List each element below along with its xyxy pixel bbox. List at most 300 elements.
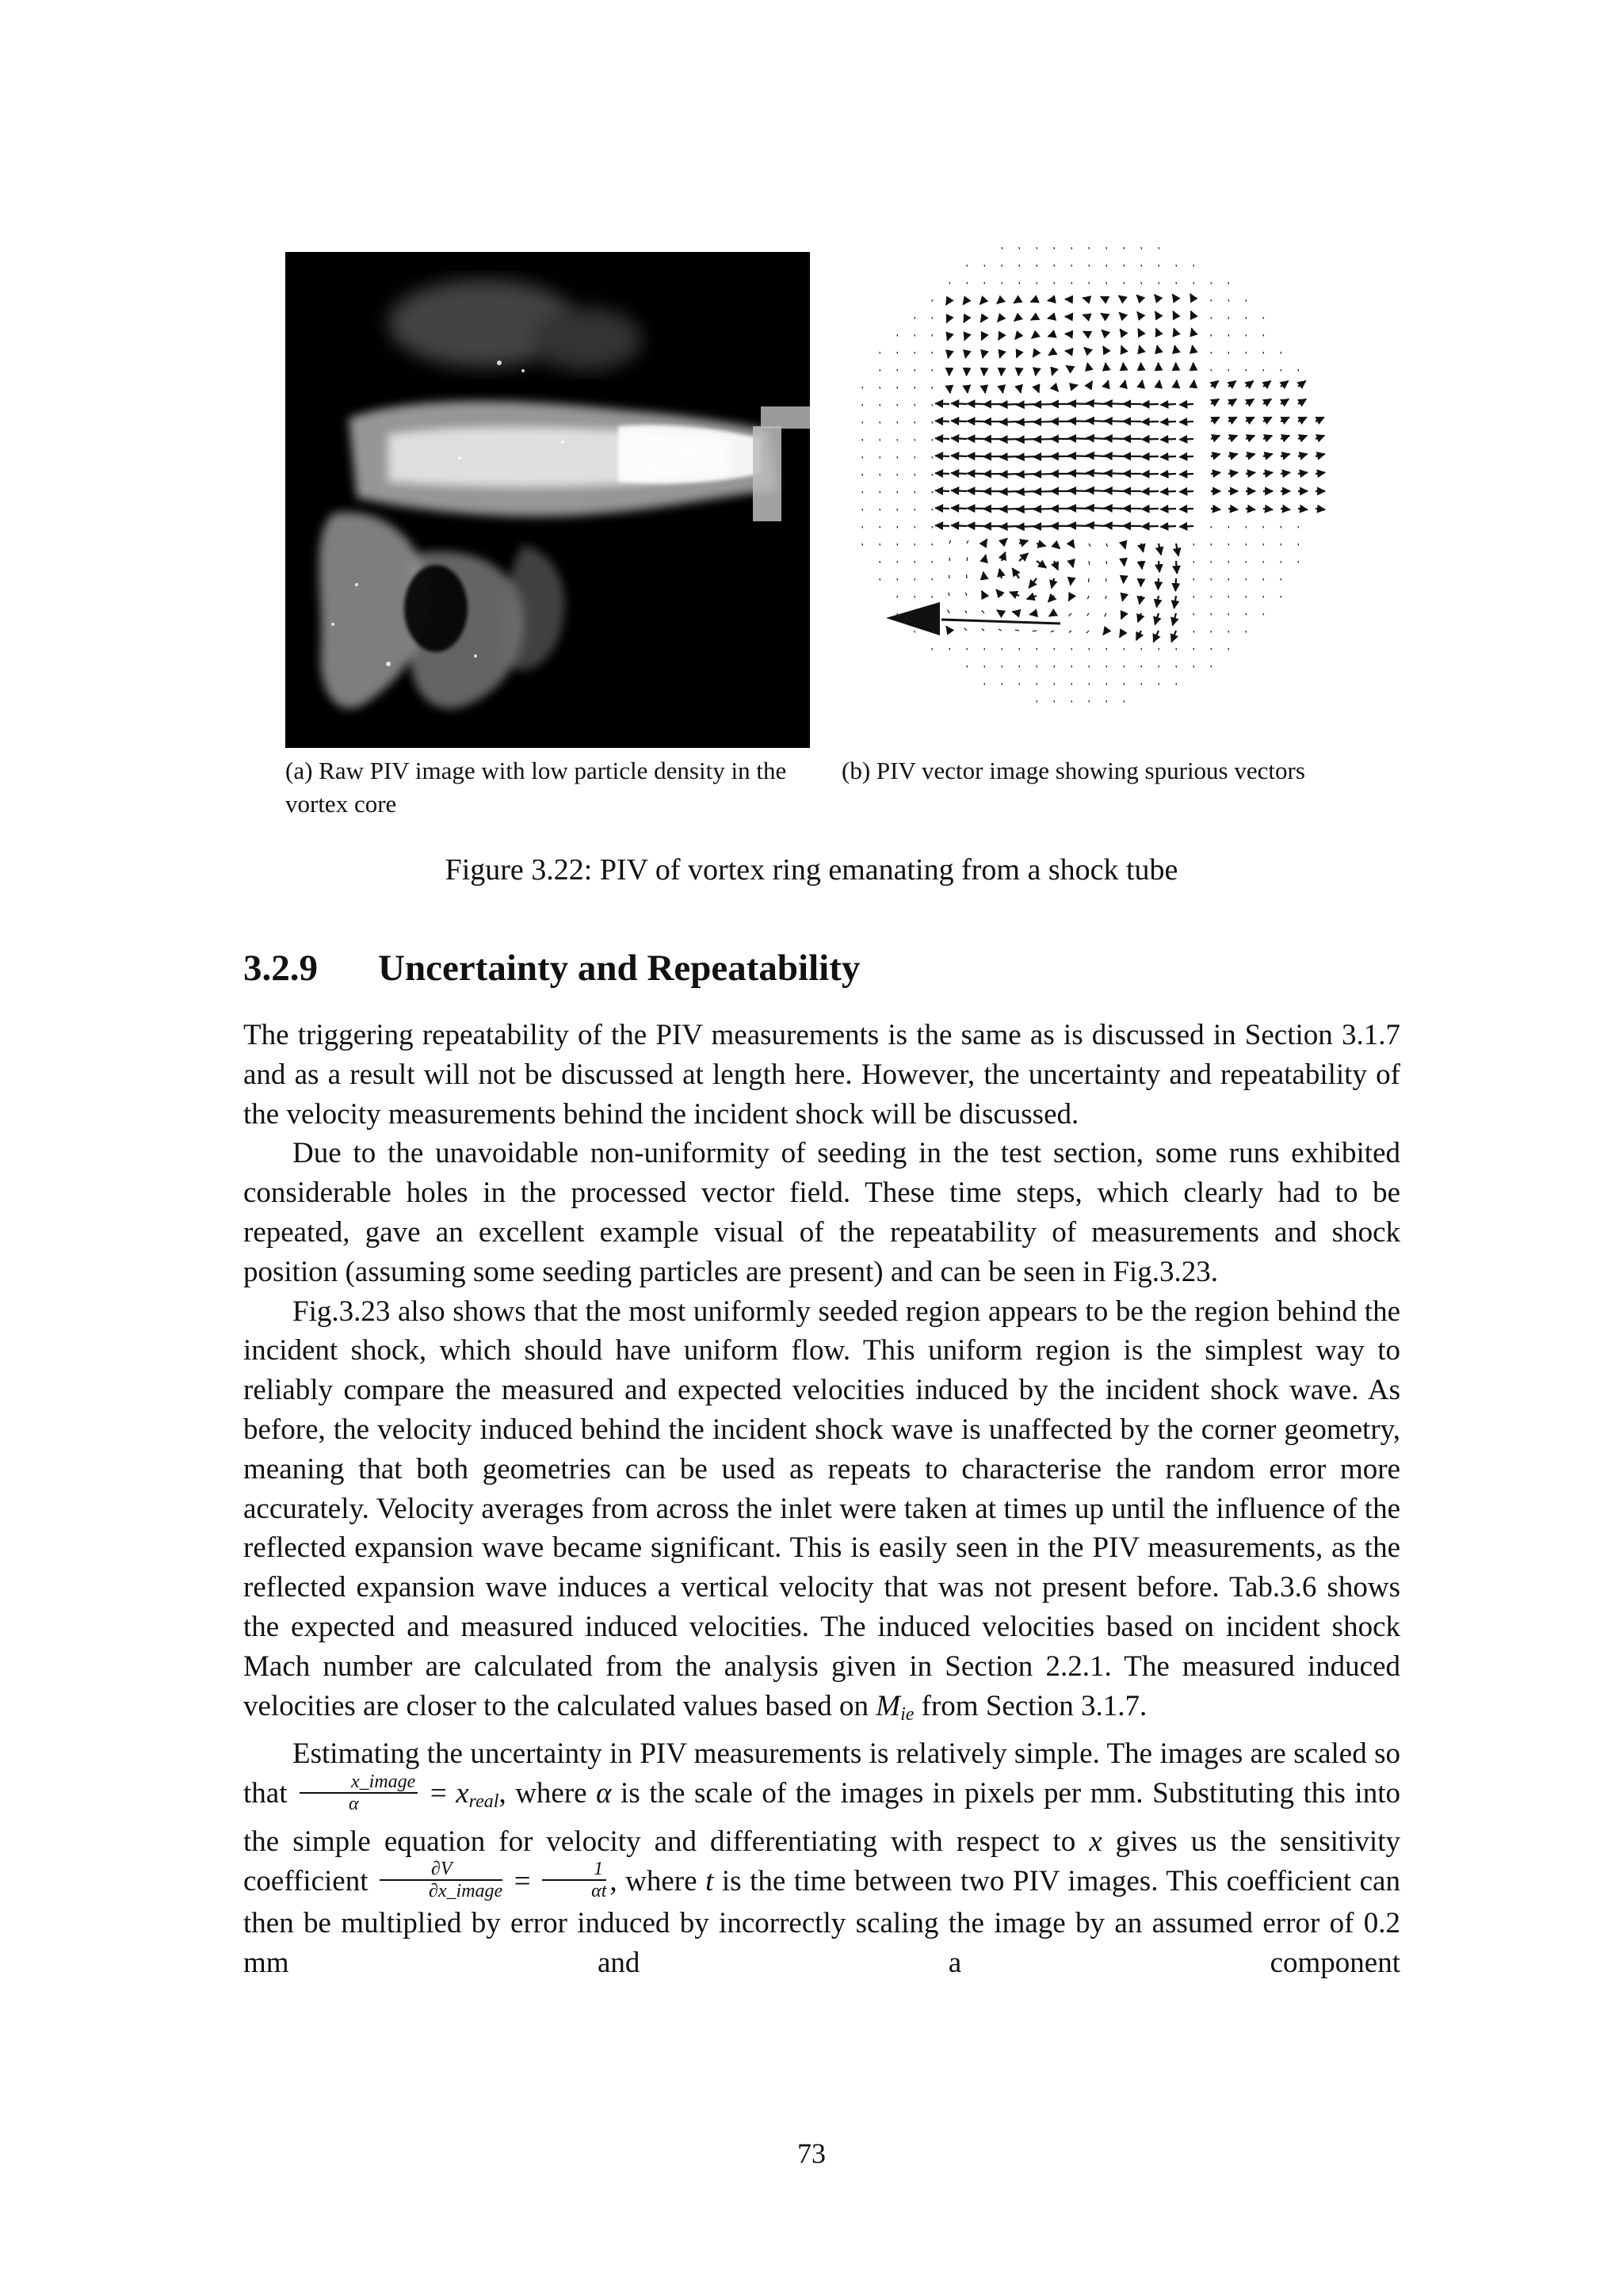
vector-arrow — [968, 491, 985, 492]
vector-arrow — [862, 439, 863, 441]
vector-arrow — [1019, 648, 1020, 650]
fraction-3-denominator: αt — [591, 1881, 607, 1902]
vector-arrow — [897, 456, 898, 459]
vector-arrow — [949, 282, 950, 284]
vector-arrow — [967, 265, 968, 267]
vector-arrow — [1193, 265, 1194, 267]
vector-arrow — [1089, 648, 1090, 650]
vector-arrow — [1211, 648, 1212, 650]
vector-arrow — [967, 666, 968, 668]
raw-piv-image-graphic — [285, 252, 810, 748]
vector-arrow — [1122, 596, 1124, 601]
vector-arrow — [932, 526, 933, 528]
vector-arrow — [1176, 683, 1177, 685]
fraction-3-numerator: 1 — [542, 1859, 606, 1881]
equals-1: = — [421, 1777, 456, 1810]
vector-arrow — [1211, 578, 1212, 581]
vector-arrow — [1246, 352, 1247, 354]
vector-arrow — [1175, 578, 1176, 591]
vector-arrow — [1002, 387, 1003, 393]
vector-arrow — [1054, 282, 1055, 284]
vector-arrow — [1176, 666, 1177, 668]
fraction-x-image-over-alpha — [300, 1772, 418, 1814]
vector-arrow — [1141, 247, 1142, 250]
vector-arrow — [1263, 369, 1264, 372]
vector-arrow — [1211, 352, 1212, 354]
vector-arrow — [949, 558, 950, 561]
vector-arrow — [932, 561, 933, 563]
vector-arrow — [1019, 282, 1020, 284]
vector-arrow — [968, 474, 985, 475]
vector-arrow — [1211, 526, 1212, 528]
vector-arrow — [949, 352, 950, 358]
vector-arrow — [984, 265, 985, 267]
vector-arrow — [1263, 526, 1264, 528]
symbol-mach-subscript: ie — [900, 1703, 915, 1725]
vector-arrow — [1106, 648, 1107, 650]
vector-arrow — [1228, 648, 1229, 650]
vector-arrow — [897, 526, 898, 528]
vector-arrow — [1071, 666, 1072, 668]
vector-arrow — [862, 543, 863, 546]
vector-arrow — [983, 572, 984, 578]
vector-arrow — [1071, 247, 1072, 250]
vector-arrow — [862, 509, 863, 511]
vector-arrow — [932, 404, 933, 406]
paragraph-4-text-b: , where — [498, 1777, 597, 1810]
vector-arrow — [1161, 491, 1177, 492]
vector-arrow — [1263, 317, 1264, 319]
vector-arrow — [968, 439, 985, 440]
vector-arrow — [1179, 526, 1193, 527]
vector-arrow — [935, 438, 949, 439]
vector-arrow — [1106, 666, 1107, 668]
vector-arrow — [967, 387, 968, 393]
vector-arrow — [862, 491, 863, 494]
paragraph-4-text-a: Estimating the uncertainty in PIV measurements is relatively simple. The images are scaled so that — [243, 1737, 1400, 1810]
vector-arrow — [1036, 369, 1037, 376]
vector-arrow — [1228, 369, 1229, 372]
symbol-x-subscript: real — [468, 1791, 499, 1813]
vector-arrow — [1246, 334, 1247, 337]
vector-arrow — [967, 648, 968, 650]
vector-arrow — [1211, 317, 1212, 319]
paragraph-4-text-d: gives us the sensitivity coefficient — [243, 1825, 1400, 1897]
vector-arrow — [1298, 543, 1299, 546]
vector-arrow — [1263, 561, 1264, 563]
paragraph-1: The triggering repeatability of the PIV measurements is the same as is discussed in Section 3.1.7 and as a result will not be discussed at length here. However, the uncertainty and repeatability of the velocity measurements behind the incident shock will be discussed. — [243, 1019, 1400, 1131]
vector-arrow — [1086, 403, 1106, 404]
vector-arrow — [1298, 561, 1299, 563]
vector-arrow — [935, 490, 949, 491]
equals-2: = — [506, 1864, 540, 1897]
vector-arrow — [1054, 683, 1055, 685]
vector-arrow — [1086, 473, 1106, 474]
vector-arrow — [1228, 596, 1229, 598]
vector-arrow — [1246, 631, 1247, 633]
vector-arrow — [862, 387, 863, 389]
vector-arrow — [1211, 613, 1212, 616]
vector-arrow — [1246, 526, 1247, 528]
vector-arrow — [1124, 648, 1125, 650]
vector-arrow — [897, 439, 898, 441]
vector-arrow — [1263, 613, 1264, 616]
vector-arrow — [1176, 648, 1177, 650]
vector-arrow — [951, 438, 967, 439]
vector-arrow — [984, 683, 985, 685]
vector-arrow — [984, 282, 985, 284]
vector-arrow — [1015, 630, 1019, 631]
vector-arrow — [1193, 648, 1194, 650]
vector-arrow — [1179, 474, 1193, 475]
vector-arrow — [1140, 578, 1141, 586]
vector-arrow — [1193, 578, 1194, 581]
paragraph-3-end: from Section 3.1.7. — [914, 1689, 1148, 1722]
subcaption-b: (b) PIV vector image showing spurious vectors — [842, 757, 1305, 784]
vector-arrow — [1174, 345, 1176, 352]
vector-arrow — [1019, 683, 1020, 685]
vector-arrow — [1124, 700, 1125, 703]
vector-arrow — [1019, 247, 1020, 250]
vector-arrow — [1176, 380, 1177, 387]
vector-arrow — [1105, 473, 1124, 474]
vector-arrow — [1106, 282, 1107, 284]
vector-arrow — [1106, 683, 1107, 685]
vector-arrow — [935, 403, 949, 404]
paragraph-4 — [243, 1734, 1400, 1983]
vector-arrow — [1000, 526, 1019, 527]
vector-arrow — [1054, 666, 1055, 668]
vector-arrow — [932, 352, 933, 354]
vector-arrow — [1179, 439, 1193, 440]
vector-arrow — [1161, 439, 1177, 440]
paragraph-2: Due to the unavoidable non-uniformity of seeding in the test section, some runs exhibited considerable holes in the processed vector field. These time steps, which clearly had to be repeated, gave an excellent example visual of the repeatability of measurements and shock position (assuming some seeding particles are present) and can be seen in Fig.3.23. — [243, 1137, 1400, 1288]
body-text — [243, 1016, 1400, 1983]
vector-arrow — [1246, 561, 1247, 563]
symbol-alpha: α — [596, 1777, 612, 1810]
vector-arrow — [967, 574, 968, 578]
vector-arrow — [932, 421, 933, 424]
vector-arrow — [1068, 490, 1089, 491]
vector-arrow — [1193, 666, 1194, 668]
subcaption-a: (a) Raw PIV image with low particle density in the vortex core — [285, 757, 787, 818]
vector-arrow — [949, 648, 950, 650]
section-heading — [243, 944, 860, 992]
vector-arrow — [1089, 247, 1090, 250]
vector-arrow — [1179, 456, 1193, 457]
vector-arrow — [1211, 631, 1212, 633]
vector-arrow — [968, 404, 985, 405]
page-number: 73 — [797, 2138, 826, 2169]
vector-arrow — [862, 526, 863, 528]
vector-arrow — [1228, 282, 1229, 284]
vector-arrow — [1211, 282, 1212, 284]
vector-arrow — [951, 403, 967, 404]
vector-arrow — [1263, 352, 1264, 354]
vector-arrow — [1246, 317, 1247, 319]
vector-arrow — [1124, 282, 1125, 284]
vector-arrow — [1211, 543, 1212, 546]
vector-arrow — [1179, 491, 1193, 492]
vector-arrow — [1086, 438, 1106, 439]
vector-arrow — [951, 525, 967, 526]
vector-arrow — [1086, 525, 1106, 526]
vector-arrow — [1263, 596, 1264, 598]
vector-arrow — [968, 421, 985, 422]
vector-arrow — [1228, 613, 1229, 616]
vector-arrow — [897, 387, 898, 389]
vector-arrow — [862, 474, 863, 476]
vector-arrow — [1086, 508, 1106, 509]
vector-arrow — [1228, 317, 1229, 319]
fraction-one-over-alpha-t — [542, 1859, 606, 1901]
vector-arrow — [932, 317, 933, 319]
vector-arrow — [1106, 700, 1107, 703]
vector-arrow — [1246, 578, 1247, 581]
fraction-dv-over-dx — [380, 1859, 502, 1901]
fraction-2-denominator: ∂x_image — [429, 1881, 503, 1902]
vector-arrow — [984, 387, 985, 393]
vector-arrow — [897, 334, 898, 337]
vector-arrow — [1141, 666, 1142, 668]
vector-arrow — [1001, 369, 1002, 376]
vector-arrow — [932, 491, 933, 494]
vector-arrow — [1142, 456, 1159, 457]
vector-arrow — [1000, 474, 1019, 475]
vector-arrow — [1193, 631, 1194, 633]
vector-arrow — [1211, 596, 1212, 598]
vector-arrow — [984, 666, 985, 668]
vector-arrow — [984, 369, 985, 376]
vector-arrow — [897, 421, 898, 424]
vector-arrow — [932, 387, 933, 389]
vector-arrow — [1071, 265, 1072, 267]
vector-arrow — [932, 596, 933, 598]
vector-arrow — [897, 491, 898, 494]
symbol-t: t — [705, 1864, 714, 1897]
vector-arrow — [1193, 282, 1194, 284]
vector-arrow — [1179, 404, 1193, 405]
fraction-2-numerator: ∂V — [380, 1859, 502, 1881]
vector-arrow — [862, 456, 863, 459]
vector-arrow — [1000, 404, 1019, 405]
section-number: 3.2.9 — [243, 948, 318, 989]
vector-arrow — [1142, 491, 1159, 492]
vector-arrow — [1176, 282, 1177, 284]
vector-arrow — [932, 543, 933, 546]
vector-arrow — [1068, 403, 1089, 404]
vector-arrow — [1193, 613, 1194, 616]
vector-arrow — [1246, 299, 1247, 302]
vector-arrow — [1193, 543, 1194, 546]
vector-arrow — [862, 404, 863, 406]
symbol-x-2: x — [1089, 1825, 1102, 1858]
vector-arrow — [951, 490, 967, 491]
vector-arrow — [1048, 299, 1054, 301]
vector-arrow — [1089, 265, 1090, 267]
vector-arrow — [897, 543, 898, 546]
vector-arrow — [1000, 439, 1019, 440]
vector-arrow — [1089, 282, 1090, 284]
vector-arrow — [967, 282, 968, 284]
vector-arrow — [1089, 700, 1090, 703]
paragraph-4-text-e: , where — [609, 1864, 706, 1897]
vector-arrow — [1054, 648, 1055, 650]
vector-arrow — [1068, 508, 1089, 509]
vector-arrow — [1124, 666, 1125, 668]
vector-arrow — [1228, 543, 1229, 546]
vector-arrow — [1141, 380, 1142, 387]
figure-caption — [0, 851, 1623, 889]
vector-arrow — [1124, 247, 1125, 250]
vector-arrow — [932, 474, 933, 476]
vector-arrow — [1068, 473, 1089, 474]
vector-arrow — [984, 648, 985, 650]
vector-arrow — [1068, 438, 1089, 439]
vector-arrow — [1228, 561, 1229, 563]
vector-arrow — [1141, 683, 1142, 685]
vector-arrow — [935, 508, 949, 509]
vector-arrow — [897, 596, 898, 598]
vector-arrow — [1263, 543, 1264, 546]
vector-arrow — [897, 578, 898, 581]
vector-arrow — [1071, 683, 1072, 685]
vector-arrow — [1105, 525, 1124, 526]
vector-arrow — [1246, 543, 1247, 546]
vector-arrow — [1124, 683, 1125, 685]
vector-arrow — [1161, 404, 1177, 405]
vector-arrow — [1086, 490, 1106, 491]
vector-arrow — [932, 439, 933, 441]
vector-arrow — [1089, 666, 1090, 668]
vector-arrow — [1246, 613, 1247, 616]
paragraph-4-text-f: is the time between two PIV images. This coefficient can then be multiplied by error induced by incorrectly scaling the image by an assumed error of 0.2 mm and a component — [243, 1864, 1400, 1980]
section-title: Uncertainty and Repeatability — [378, 948, 861, 989]
vector-arrow — [1000, 491, 1019, 492]
vector-arrow — [932, 509, 933, 511]
vector-arrow — [1211, 369, 1212, 372]
vector-arrow — [932, 456, 933, 459]
vector-arrow — [1246, 596, 1247, 598]
vector-arrow — [1161, 526, 1177, 527]
vector-arrow — [1176, 561, 1177, 574]
vector-arrow — [1019, 265, 1020, 267]
vector-arrow — [1071, 700, 1072, 703]
vector-arrow — [1019, 666, 1020, 668]
vector-arrow — [1193, 561, 1194, 563]
vector-arrow — [1228, 334, 1229, 337]
vector-arrow — [1071, 648, 1072, 650]
vector-arrow — [897, 404, 898, 406]
symbol-x: x — [456, 1777, 469, 1810]
vector-arrow — [1211, 561, 1212, 563]
vector-arrow — [1176, 265, 1177, 267]
vector-arrow — [949, 387, 950, 393]
vector-arrow — [1054, 247, 1055, 250]
vector-arrow — [1142, 439, 1159, 440]
vector-arrow — [1141, 265, 1142, 267]
vector-arrow — [1298, 369, 1299, 372]
vector-arrow — [1124, 561, 1125, 566]
vector-arrow — [1054, 700, 1055, 703]
vector-arrow — [1158, 578, 1159, 589]
vector-arrow — [1000, 456, 1019, 457]
vector-arrow — [1246, 369, 1247, 372]
vector-arrow — [1211, 666, 1212, 668]
fraction-1-denominator: α — [349, 1793, 359, 1814]
vector-arrow — [932, 648, 933, 650]
vector-arrow — [1071, 282, 1072, 284]
vector-arrow — [1228, 352, 1229, 354]
vector-arrow — [932, 299, 933, 302]
vector-arrow — [1018, 369, 1019, 376]
vector-arrow — [1161, 456, 1177, 457]
paragraph-3 — [243, 1292, 1400, 1735]
vector-arrow — [897, 474, 898, 476]
vector-arrow — [932, 369, 933, 372]
vector-arrow — [1228, 631, 1229, 633]
vector-arrow — [897, 509, 898, 511]
vector-arrow — [1193, 380, 1194, 387]
vector-arrow — [1105, 403, 1124, 404]
vector-arrow — [897, 561, 898, 563]
symbol-mach: M — [876, 1689, 901, 1722]
vector-arrow — [1228, 578, 1229, 581]
vector-arrow — [1193, 596, 1194, 598]
paragraph-4-text-c: is the scale of the images in pixels per mm. Substituting this into the simple equation for velocity and differentiating with respect to — [243, 1777, 1400, 1858]
vector-arrow — [1161, 474, 1177, 475]
vector-arrow — [1141, 282, 1142, 284]
vector-arrow — [1142, 526, 1159, 527]
vector-arrow — [967, 557, 968, 561]
vector-arrow — [1298, 526, 1299, 528]
vector-arrow — [1106, 265, 1107, 267]
vector-arrow — [932, 334, 933, 337]
vector-arrow — [935, 473, 949, 474]
vector-arrow — [1106, 561, 1107, 564]
raw-piv-image — [285, 252, 810, 748]
vector-arrow — [1089, 578, 1090, 582]
vector-arrow — [1054, 265, 1055, 267]
vector-arrow — [862, 421, 863, 424]
vector-arrow — [968, 526, 985, 527]
vector-arrow — [1228, 299, 1229, 302]
vector-arrow — [968, 456, 985, 457]
vector-arrow — [1124, 265, 1125, 267]
vector-arrow — [1123, 363, 1124, 369]
vector-arrow — [897, 369, 898, 372]
vector-arrow — [1263, 334, 1264, 337]
vector-arrow — [951, 473, 967, 474]
vector-arrow — [1141, 648, 1142, 650]
vector-arrow — [1263, 578, 1264, 581]
vector-arrow — [1142, 474, 1159, 475]
vector-arrow — [1211, 334, 1212, 337]
vector-arrow — [1000, 421, 1019, 422]
piv-vector-field — [846, 231, 1330, 723]
vector-arrow — [1106, 247, 1107, 250]
vector-arrow — [1068, 525, 1089, 526]
vector-arrow — [932, 578, 933, 581]
vector-arrow — [1179, 421, 1193, 422]
vector-arrow — [1089, 683, 1090, 685]
vector-arrow — [1105, 490, 1124, 491]
fraction-1-numerator: x_image — [300, 1772, 418, 1794]
vector-arrow — [1141, 363, 1142, 369]
vector-arrow — [1105, 508, 1124, 509]
piv-vector-image — [846, 231, 1330, 723]
vector-arrow — [1142, 404, 1159, 405]
